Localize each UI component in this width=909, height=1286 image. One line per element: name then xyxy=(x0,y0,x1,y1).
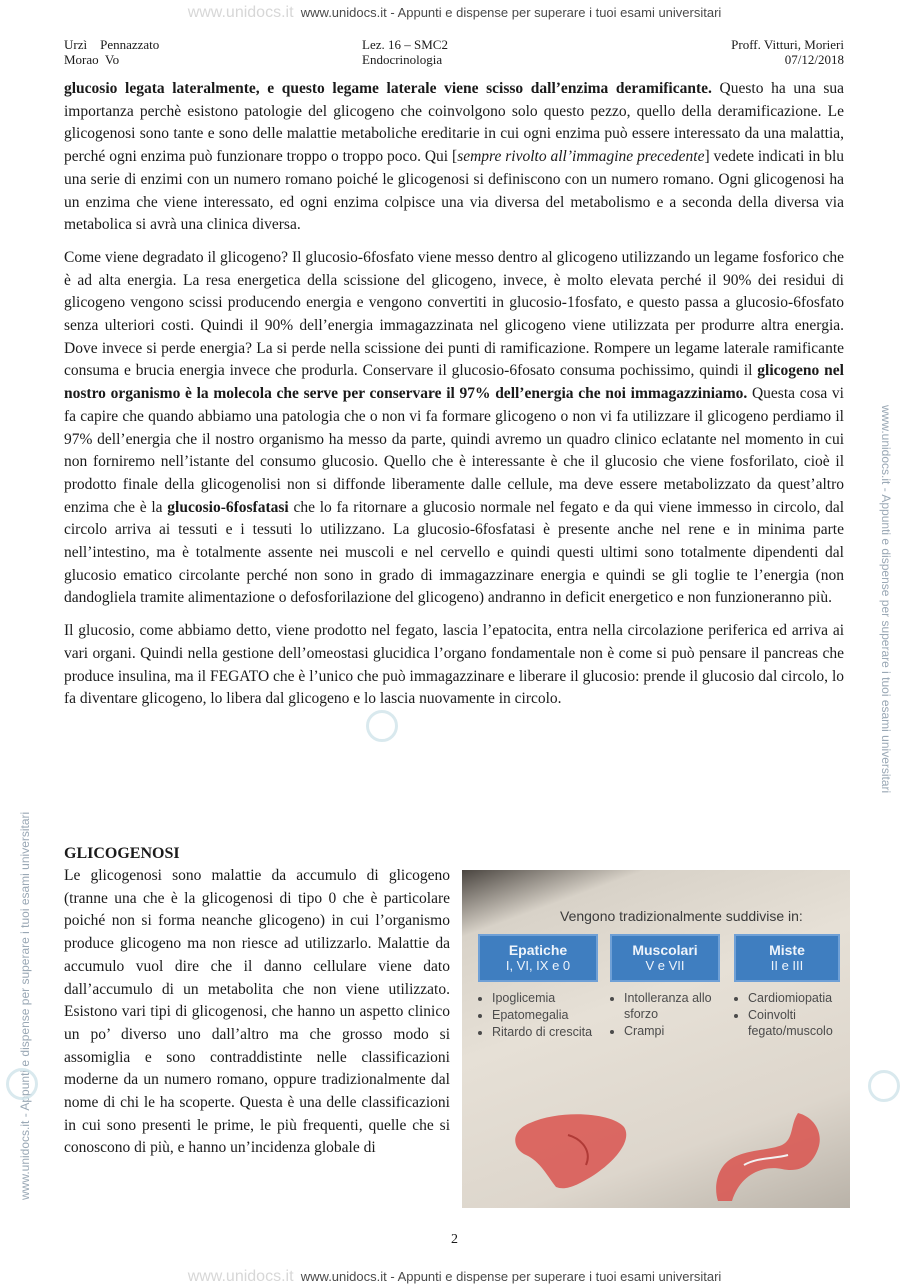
section-heading: GLICOGENOSI xyxy=(64,845,180,862)
slide-column-miste xyxy=(734,934,840,1040)
watermark-logo-icon xyxy=(6,1068,38,1100)
slide-column-muscolari xyxy=(610,934,720,1040)
section-body: Le glicogenosi sono malattie da accumulo di glicogeno (tranne una che è la glicogenosi di tipo 0 che è particolare poiché non si forma neanche glicogeno) in cui l’organismo produce glicogeno ma non riesce ad utilizzarlo. Malattie da accumulo vuol dire che il danno cellulare viene dato dall’accumulo di un metabolita che non viene utilizzato. Esistono vari tipi di glicogenosi, che hanno un aspetto clinico un po’ diverso uno dall’altro ma che grosso modo si assomiglia e sono contraddistinte nelle classificazioni moderne da un numero romano, oppure tradizionalmente dal nome di chi le ha scoperte. Questa è una delle classificazioni in cui sono presenti le prime, le più frequenti, quelle che si conoscono di più, e hanno un’incidenza globale di xyxy=(64,867,450,1157)
slide-list: • Cardiomiopatia • Coinvolti fegato/muscolo xyxy=(734,990,840,1039)
side-watermark-right: www.unidocs.it - Appunti e dispense per superare i tuoi esami universitari xyxy=(879,405,893,794)
professors-date: Proff. Vitturi, Morieri 07/12/2018 xyxy=(731,37,844,67)
slide-list: • Ipoglicemia • Epatomegalia • Ritardo di crescita xyxy=(478,990,598,1040)
muscle-arm-icon xyxy=(716,1113,820,1201)
page-header xyxy=(64,37,844,69)
slide-box: Epatiche I, VI, IX e 0 xyxy=(478,934,598,982)
watermark-logo-icon xyxy=(868,1070,900,1102)
paragraph-1: glucosio legata lateralmente, e questo legame laterale viene scisso dall’enzima deramificante. Questo ha una sua importanza perchè esistono patologie del glicogeno che coinvolgono solo questo pezzo, quello della deramificazione. Le glicogenosi sono tante e sono delle malattie metaboliche ereditarie in cui ogni enzima può essere interessato da una malattia, perché ogni enzima può funzionare troppo o troppo poco. Qui [sempre rivolto all’immagine precedente] vedete indicati in blu una serie di enzimi con un numero romano poiché le glicogenosi si definiscono con un numero romano. Ogni glicogenosi ha un enzima che viene interessato, ed ogni enzima colpisce una via diversa del metabolismo e a seconda della diversa via metabolica si avrà una clinica diversa. xyxy=(64,80,845,234)
paragraph-3: Il glucosio, come abbiamo detto, viene prodotto nel fegato, lascia l’epatocita, entra nella circolazione periferica ed arriva ai vari organi. Quindi nella gestione dell’omeostasi glucidica l’organo fondamentale non è come si può pensare il pancreas che produce insulina, ma il FEGATO che è l’unico che può immagazzinare e liberare il glucosio: prende il glucosio dal circolo, lo fa diventare glicogeno, lo libera dal glicogeno e lo lascia nuovamente in circolo. xyxy=(64,622,844,708)
slide-title: Vengono tradizionalmente suddivise in: xyxy=(560,908,803,924)
liver-icon xyxy=(515,1114,626,1188)
slide-organs xyxy=(482,1105,842,1205)
watermark-bottom: www.unidocs.it www.unidocs.it - Appunti e dispense per superare i tuoi esami universitari xyxy=(187,1268,722,1285)
page-number: 2 xyxy=(451,1232,458,1247)
slide-box: Miste II e III xyxy=(734,934,840,982)
main-text xyxy=(64,78,844,721)
watermark-top: www.unidocs.it www.unidocs.it - Appunti e dispense per superare i tuoi esami universitari xyxy=(187,4,722,21)
slide-column-epatiche xyxy=(478,934,598,1041)
side-watermark-left: www.unidocs.it - Appunti e dispense per superare i tuoi esami universitari xyxy=(18,811,32,1200)
paragraph-2: Come viene degradato il glicogeno? Il glucosio-6fosfato viene messo dentro al glicogeno utilizzando un legame fosforico che è ad alta energia. La resa energetica della scissione del glicogeno, invece, è molto elevata perché il 90% dei residui di glicogeno vengono scissi producendo energia e vengono convertiti in glucosio-1fosfato, e questo passa a glucosio-6fosfato senza ulteriori costi. Quindi il 90% dell’energia immagazzinata nel glicogeno viene utilizzata per produrre altra energia. Dove invece si perde energia? La si perde nella scissione dei punti di ramificazione. Rompere un legame laterale ramificante consuma e brucia energia invece che produrla. Conservare il glucosio-6fosato consuma pochissimo, quindi il glicogeno nel nostro organismo è la molecola che serve per conservare il 97% dell’energia che noi immagazziniamo. Questa cosa vi fa capire che quando abbiamo una patologia che o non vi fa formare glicogeno o non vi fa utilizzare il glicogeno perdiamo il 97% dell’energia che il nostro organismo ha messo da parte, quindi avremo un quadro clinico eclatante nel momento in cui non forniremo nell’istante del consumo glucosio. Quello che è interessante è che il glucosio che viene fosforilato, cioè il prodotto finale della glicogenolisi non si diffonde liberamente dalle cellule, ma deve essere metabolizzato da quest’altro enzima che è la glucosio-6fosfatasi che lo fa ritornare a glucosio normale nel fegato e da qui viene immesso in circolo, dal circolo arriva ai tessuti e i tessuti lo utilizzano. La glucosio-6fosfatasi è presente anche nel rene e in minima parte nell’intestino, ma è totalmente assente nei muscoli e nel cervello e quindi questi ultimi sono totalmente dipendenti dal glucosio ematico circolante perché non sono in grado di immagazzinare energia e quindi se gli toglie te l’energia (non dandogliela tramite alimentazione o defosforilazione del glicogeno) andranno in deficit energetico e non funzioneranno più. xyxy=(64,248,845,607)
slide-box: Muscolari V e VII xyxy=(610,934,720,982)
slide-list: • Intolleranza allo sforzo • Crampi xyxy=(610,990,720,1039)
lecture-info: Lez. 16 – SMC2 Endocrinologia xyxy=(362,37,448,67)
authors: Urzì Pennazzato Morao Vo xyxy=(64,37,160,67)
slide-photo xyxy=(462,870,850,1208)
